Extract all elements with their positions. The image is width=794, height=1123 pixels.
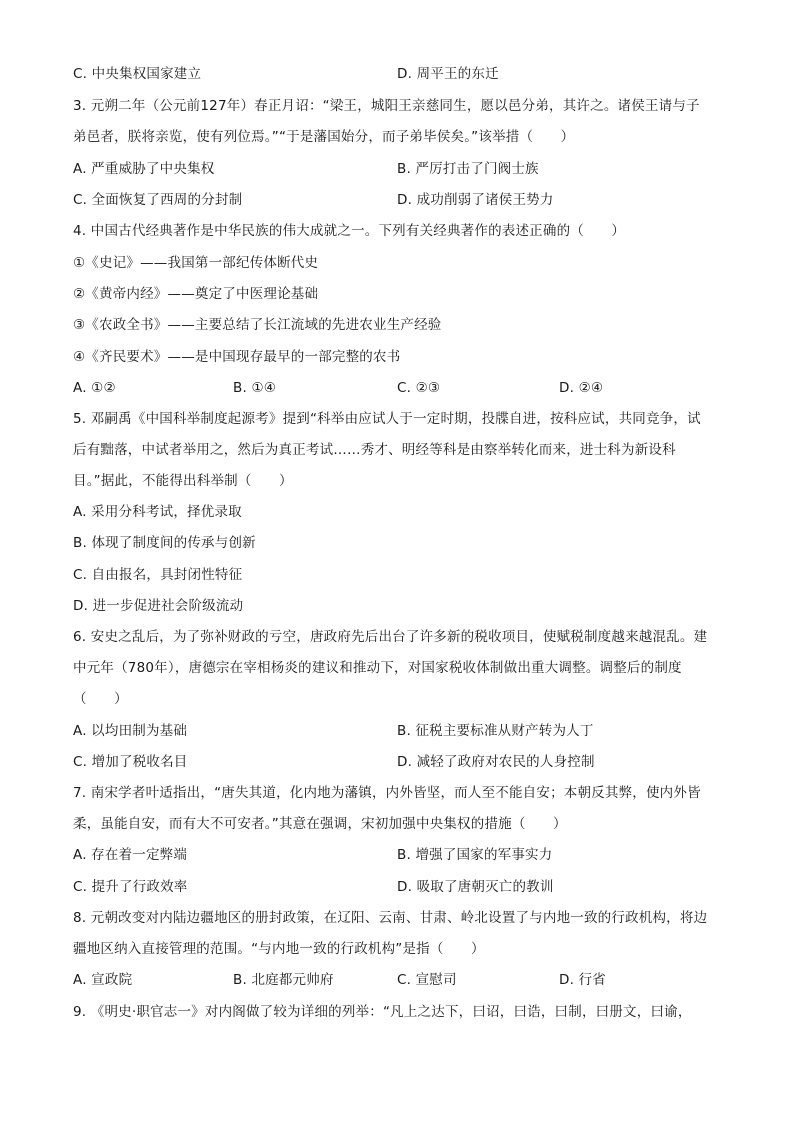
q5-stem-line3: 目。”据此，不能得出科举制（ ） — [73, 473, 293, 489]
q6-option-a: A. 以均田制为基础 — [73, 723, 188, 739]
q3-option-a: A. 严重威胁了中央集权 — [73, 161, 215, 177]
q6-option-b: B. 征税主要标准从财产转为人丁 — [397, 723, 594, 739]
q3-stem-line1: 3. 元朔二年（公元前127年）春正月诏：“梁王，城阳王亲慈同生，愿以邑分弟，其许之。诸侯王请与子 — [73, 98, 700, 114]
q3-option-d: D. 成功削弱了诸侯王势力 — [397, 192, 554, 208]
q6-option-d: D. 减轻了政府对农民的人身控制 — [397, 754, 595, 770]
q3-stem-line2: 弟邑者，朕将亲览，使有列位焉。”“于是藩国始分，而子弟毕侯矣。”该举措（ ） — [73, 129, 575, 145]
q4-option-a: A. ①② — [73, 380, 116, 396]
q7-option-a: A. 存在着一定弊端 — [73, 847, 188, 863]
q6-stem-line2: 中元年（780年），唐德宗在宰相杨炎的建议和推动下，对国家税收体制做出重大调整。调整后的制度 — [73, 660, 682, 676]
q8-option-d: D. 行省 — [559, 972, 606, 988]
q6-option-c: C. 增加了税收名目 — [73, 754, 188, 770]
q8-option-a: A. 宣政院 — [73, 972, 133, 988]
q7-stem-line1: 7. 南宋学者叶适指出，“唐失其道，化内地为藩镇，内外皆坚，而人至不能自安；本朝反其弊，使内外皆 — [73, 785, 701, 801]
q7-stem-line2: 柔，虽能自安，而有大不可安者。”其意在强调，宋初加强中央集权的措施（ ） — [73, 816, 567, 832]
q2-option-d: D. 周平王的东迁 — [397, 66, 499, 82]
q5-option-c: C. 自由报名，具封闭性特征 — [73, 567, 243, 583]
q5-option-a: A. 采用分科考试，择优录取 — [73, 504, 242, 520]
q5-stem-line1: 5. 邓嗣禹《中国科举制度起源考》提到“科举由应试人于一定时期，投牒自进，按科应试，共同竞争，试 — [73, 411, 701, 427]
q9-stem-line1: 9. 《明史·职官志一》对内阁做了较为详细的列举：“凡上之达下，曰诏，曰诰，曰制，曰册文，曰谕， — [73, 1004, 692, 1020]
q5-option-d: D. 进一步促进社会阶级流动 — [73, 598, 244, 614]
q2-option-c: C. 中央集权国家建立 — [73, 66, 202, 82]
q5-stem-line2: 后有黜落，中试者举用之，然后为真正考试……秀才、明经等科是由察举转化而来，进士科为新设科 — [73, 442, 676, 458]
q4-item-1: ①《史记》——我国第一部纪传体断代史 — [73, 255, 319, 271]
q4-option-c: C. ②③ — [397, 380, 441, 396]
q4-item-3: ③《农政全书》——主要总结了长江流域的先进农业生产经验 — [73, 317, 442, 333]
q4-option-b: B. ①④ — [233, 380, 277, 396]
q4-stem: 4. 中国古代经典著作是中华民族的伟大成就之一。下列有关经典著作的表述正确的（ ） — [73, 223, 626, 239]
q7-option-b: B. 增强了国家的军事实力 — [397, 847, 553, 863]
q6-stem-line3: （ ） — [73, 691, 128, 707]
q8-stem-line2: 疆地区纳入直接管理的范围。“与内地一致的行政机构”是指（ ） — [73, 941, 485, 957]
q3-option-b: B. 严厉打击了门阀士族 — [397, 161, 539, 177]
q4-item-4: ④《齐民要术》——是中国现存最早的一部完整的农书 — [73, 349, 401, 365]
q8-stem-line1: 8. 元朝改变对内陆边疆地区的册封政策，在辽阳、云南、甘肃、岭北设置了与内地一致的行政机构，将边 — [73, 910, 708, 926]
q5-option-b: B. 体现了制度间的传承与创新 — [73, 535, 256, 551]
q7-option-c: C. 提升了行政效率 — [73, 879, 188, 895]
q7-option-d: D. 吸取了唐朝灭亡的教训 — [397, 879, 554, 895]
q3-option-c: C. 全面恢复了西周的分封制 — [73, 192, 243, 208]
q8-option-b: B. 北庭都元帅府 — [233, 972, 334, 988]
q4-item-2: ②《黄帝内经》——奠定了中医理论基础 — [73, 286, 319, 302]
q4-option-d: D. ②④ — [559, 380, 604, 396]
q6-stem-line1: 6. 安史之乱后，为了弥补财政的亏空，唐政府先后出台了许多新的税收项目，使赋税制度越来越混乱。建 — [73, 629, 708, 645]
q8-option-c: C. 宣慰司 — [397, 972, 457, 988]
